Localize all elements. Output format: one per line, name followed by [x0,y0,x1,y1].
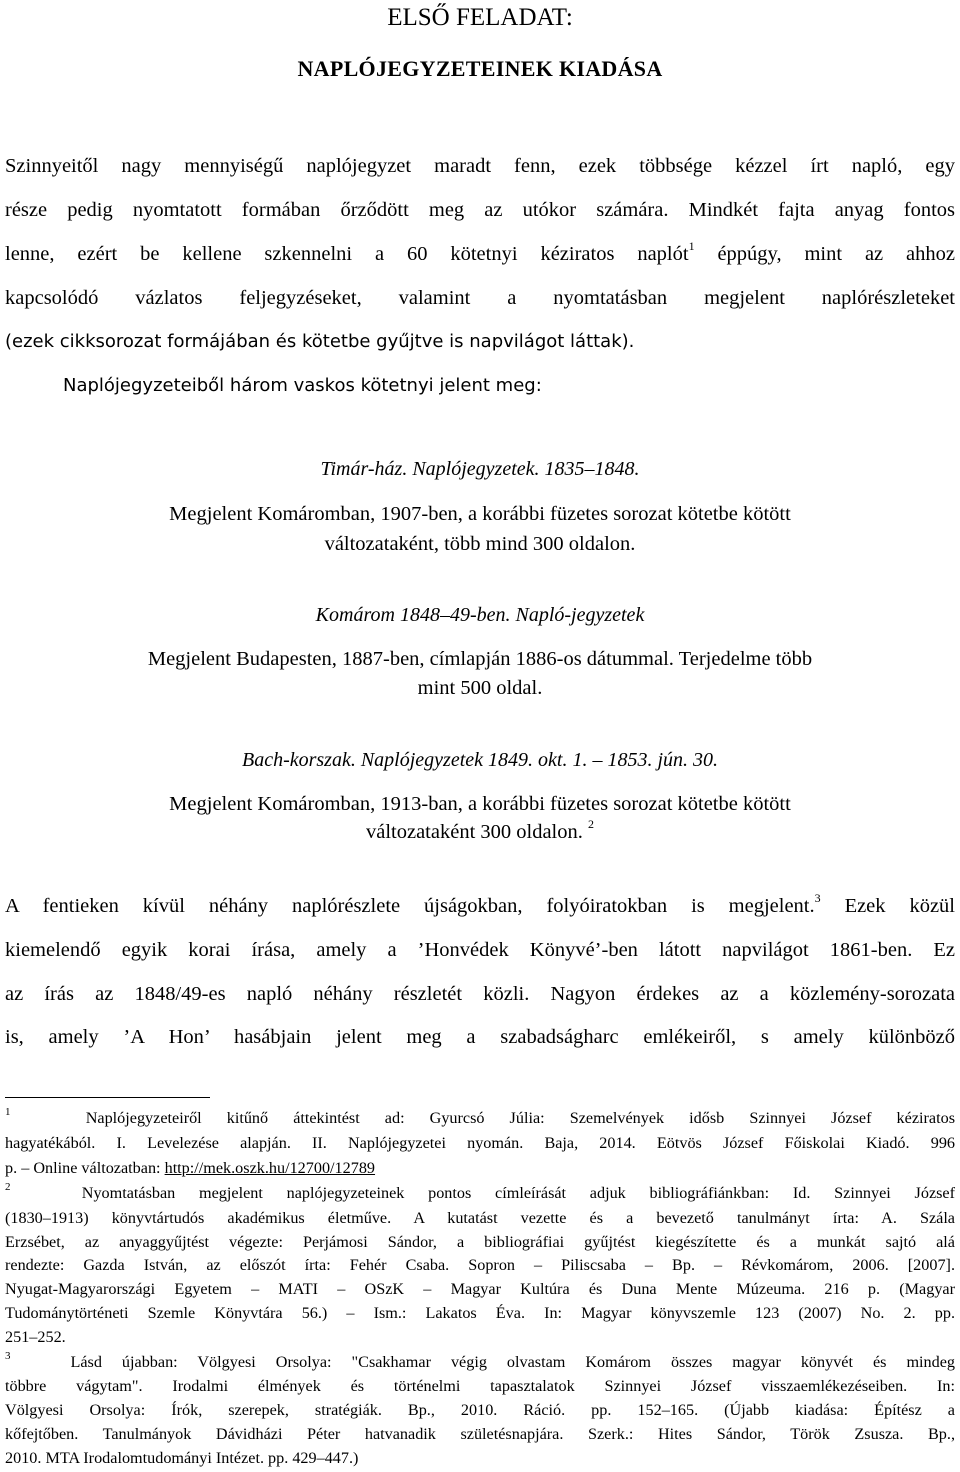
volume-1-title: Timár-ház. Naplójegyzetek. 1835–1848. [320,458,640,480]
footnote-ref-3[interactable]: 3 [814,891,821,905]
intro-line-2: része pedig nyomtatott formában őrződött meg az utókor számára. Mindkét fajta anyag fontos [5,199,955,221]
intro-line-6: Naplójegyzeteiből három vaskos kötetnyi jelent meg: [63,375,542,396]
footnote-1-text: Naplójegyzeteiről kitűnő áttekintést ad: Gyurcsó Júlia: Szemelvények idősb Szinnyei József kéziratos [85,1109,955,1127]
volume-2-desc-line-1: Megjelent Budapesten, 1887-ben, címlapján 1886-os dátummal. Terjedelme több [147,648,813,670]
intro-line-5: (ezek cikksorozat formájában és kötetbe gyűjtve is napvilágot láttak). [5,331,635,352]
footnote-2-text: Nyomtatásban megjelent naplójegyzeteinek pontos címleírását adjuk bibliográfiánkban: Id. Szinnyei József [81,1184,955,1202]
footnote-2-line-7: 251–252. [5,1328,66,1346]
footnote-2-line-4: rendezte: Gazda István, az előszót írta: Fehér Csaba. Sopron – Piliscsaba – Bp. – Révkomárom, 2006. [2007]. [5,1256,955,1274]
volume-3-desc-line-2-text: változataként 300 oldalon. [365,821,583,843]
footnote-1-line-2: hagyatékából. I. Levelezése alapján. II. Naplójegyzetei nyomán. Baja, 2014. Eötvös József Főiskolai Kiadó. 996 [5,1134,955,1152]
footnote-3-line-4: kőfejtőben. Tanulmányok Dávidházi Péter hatvanadik születésnapjára. Szerk.: Hites Sándor, Török Zsusza. Bp., [5,1425,955,1443]
intro-line-3-text: lenne, ezért be kellene szkennelni a 60 kötetnyi kéziratos naplót [5,243,689,265]
page-subtitle: NAPLÓJEGYZETEINEK KIADÁSA [297,56,663,81]
closing-line-3: az írás az 1848/49-es napló néhány részletét közli. Nagyon érdekes az a közlemény-sorozata [5,983,955,1005]
footnote-1-line-1 [5,1106,955,1128]
volume-3-desc-line-1: Megjelent Komáromban, 1913-ban, a korábbi füzetes sorozat kötetbe kötött [169,793,791,815]
volume-2-desc-line-2: mint 500 oldal. [417,677,543,699]
footnote-1-link[interactable]: http://mek.oszk.hu/12700/12789 [164,1159,376,1177]
footnote-1-line-3-text: p. – Online változatban: [5,1159,161,1177]
intro-line-3 [5,239,955,266]
volume-1-desc-line-1: Megjelent Komáromban, 1907-ben, a korábbi füzetes sorozat kötetbe kötött [169,503,791,525]
volume-3-desc-line-2 [0,817,960,844]
footnote-2-line-6: Tudománytörténeti Szemle Könyvtára 56.) – Ism.: Lakatos Éva. In: Magyar könyvszemle 123 (2007) No. 2. pp. [5,1304,955,1322]
footnote-1-number: 1 [5,1106,11,1118]
footnote-2-line-2: (1830–1913) könyvtártudós akadémikus életműve. A kutatást vezette és a bevezető tanulmányt írta: A. Szála [5,1209,955,1227]
footnote-3-line-2: többre vágytam". Irodalmi élmények és történelmi tapasztalatok Szinnyei József visszaemlékezéseiben. In: [5,1377,955,1395]
closing-line-4: is, amely ’A Hon’ hasábjain jelent meg a szabadságharc emlékeiről, s amely különböző [5,1026,955,1048]
page-title: ELSŐ FELADAT: [387,4,573,31]
closing-line-1 [5,891,956,918]
footnote-separator [5,1097,210,1098]
intro-line-3-rest: éppúgy, mint az ahhoz [717,243,955,265]
closing-line-2: kiemelendő egyik korai írása, amely a ’Honvédek Könyvé’-ben látott napvilágot 1861-ben. Ez [5,939,955,961]
footnote-2-number: 2 [5,1181,11,1193]
footnote-3-line-3: Völgyesi Orsolya: Írók, szerepek, stratégiák. Bp., 2010. Ráció. pp. 152–165. (Újabb kiadása: Építész a [5,1401,955,1419]
footnote-2-line-1 [5,1181,955,1203]
footnote-3-line-5: 2010. MTA Irodalomtudományi Intézet. pp. 429–447.) [5,1449,359,1467]
volume-1-desc-line-2: változataként, több mind 300 oldalon. [324,533,636,555]
footnote-ref-1[interactable]: 1 [688,239,695,253]
footnote-2-line-5: Nyugat-Magyarországi Egyetem – MATI – OSzK – Magyar Kultúra és Duna Mente Múzeuma. 216 p. (Magyar [5,1280,955,1298]
volume-3-title: Bach-korszak. Naplójegyzetek 1849. okt. 1. – 1853. jún. 30. [241,749,719,771]
footnote-1-line-3 [5,1159,955,1178]
footnote-3-line-1 [5,1350,956,1372]
footnote-3-text: Lásd újabban: Völgyesi Orsolya: "Csakhamar végig olvastam Komárom összes magyar könyvét és mindeg [70,1353,956,1371]
intro-line-1: Szinnyeitől nagy mennyiségű naplójegyzet maradt fenn, ezek többsége kézzel írt napló, egy [5,155,955,177]
closing-line-1-text: A fentieken kívül néhány naplórészlete újságokban, folyóiratokban is megjelent. [5,895,815,917]
closing-line-1-rest: Ezek közül [844,895,956,917]
intro-line-4: kapcsolódó vázlatos feljegyzéseket, valamint a nyomtatásban megjelent naplórészleteket [5,287,955,309]
footnote-3-number: 3 [5,1350,11,1362]
volume-2-title: Komárom 1848–49-ben. Napló-jegyzetek [315,604,645,626]
footnote-2-line-3: Erzsébet, az anyaggyűjtést végezte: Perjámosi Sándor, a bibliográfiai gyűjtést kiegészítette és a munkát sajtó alá [5,1233,955,1251]
footnote-ref-2[interactable]: 2 [588,817,595,831]
